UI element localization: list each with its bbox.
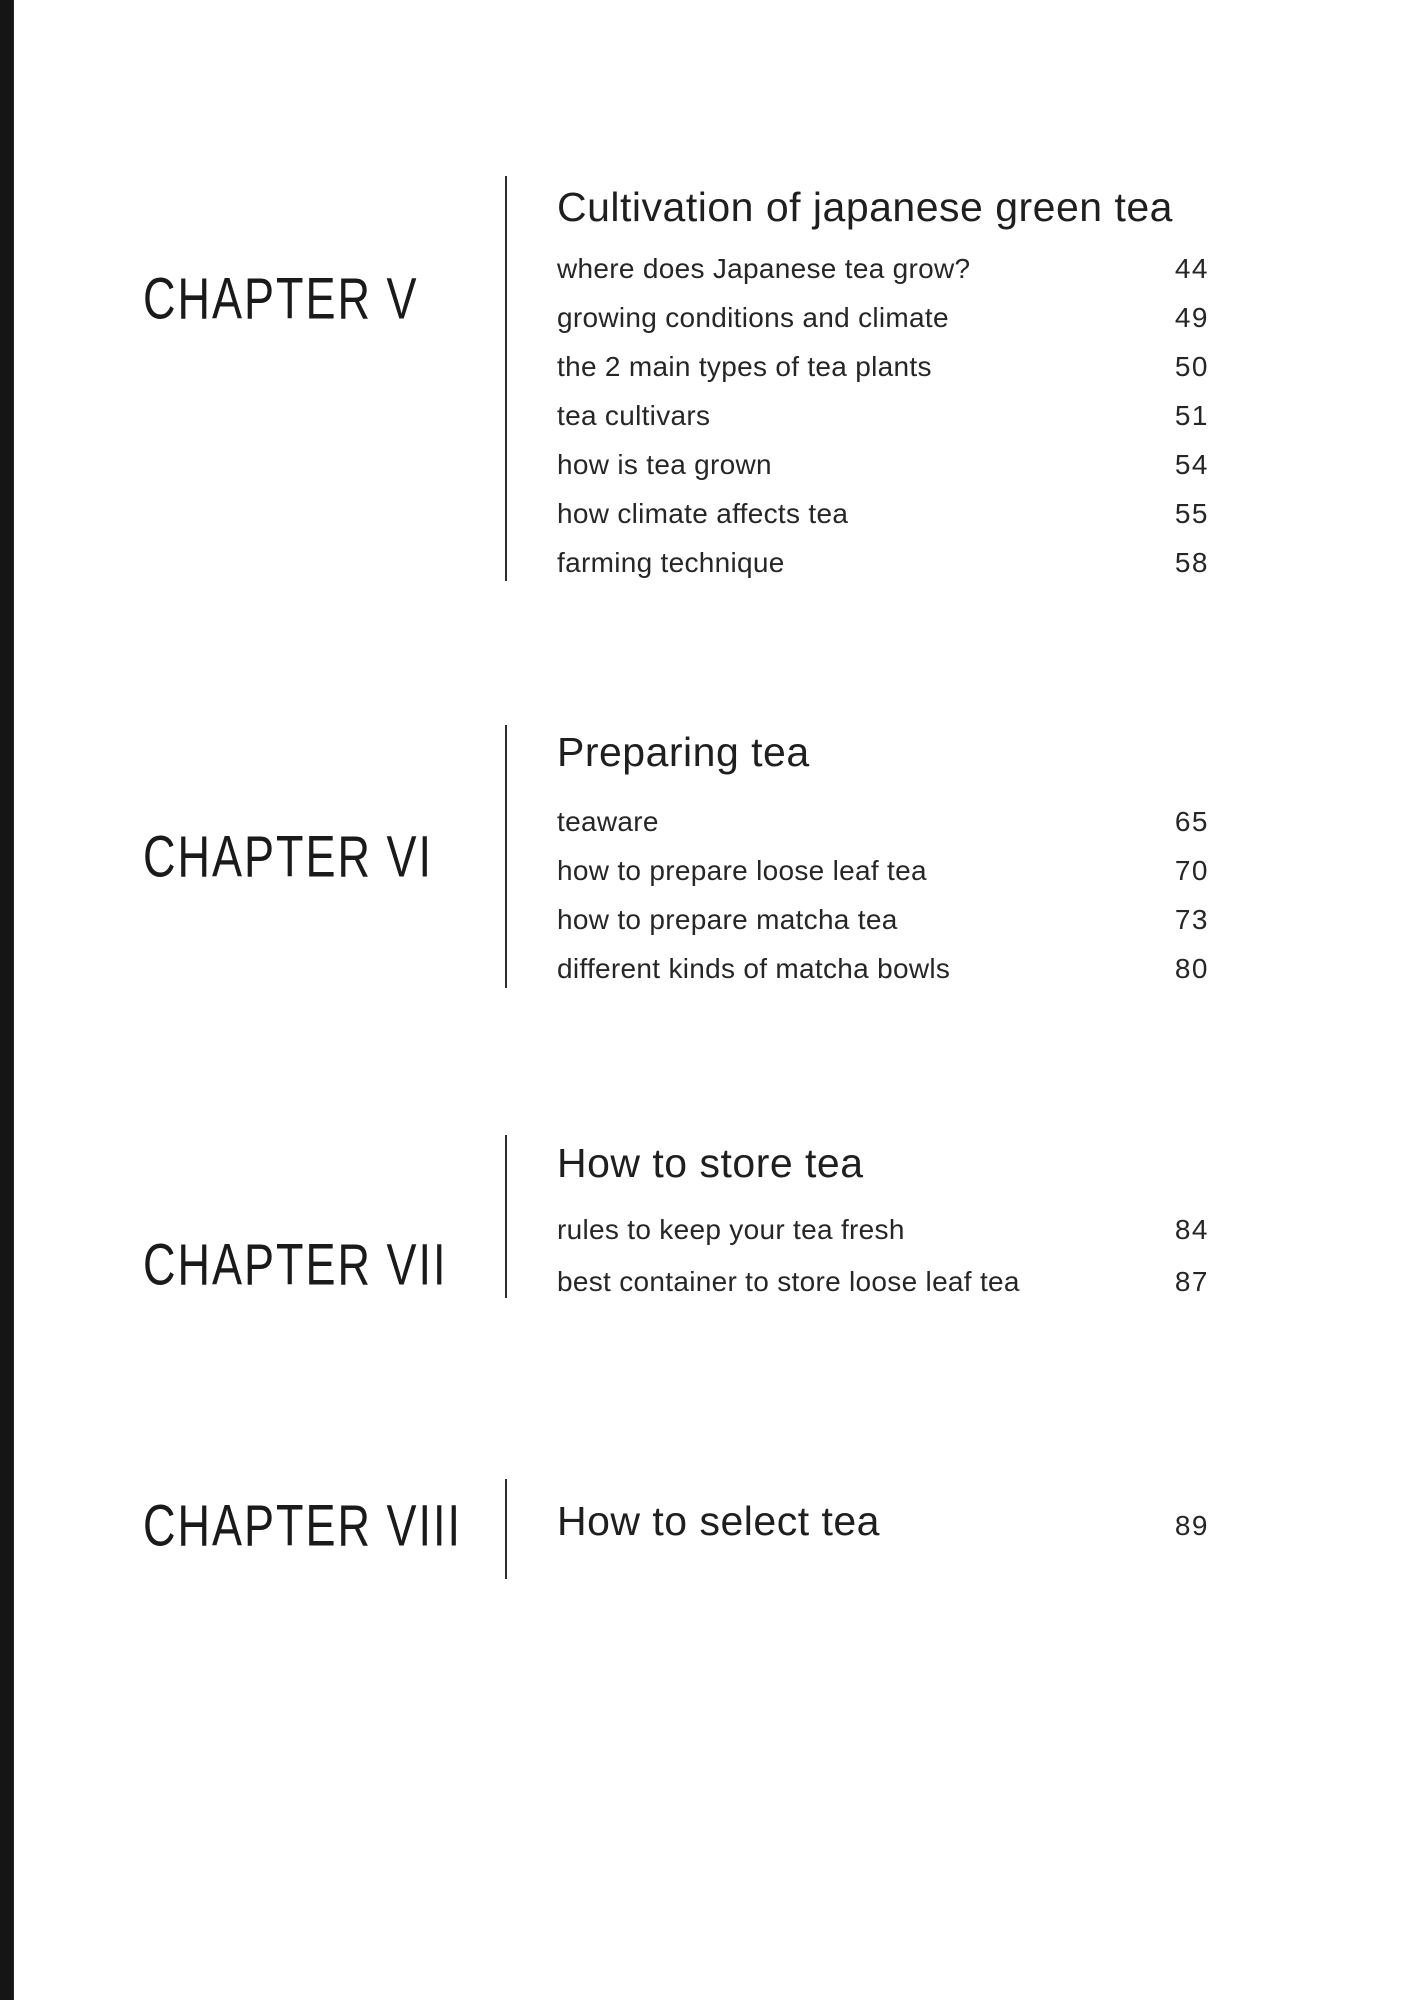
left-edge-bar [0, 0, 14, 2000]
chapter-divider-v [505, 176, 507, 581]
toc-item-label: how to prepare loose leaf tea [557, 854, 927, 886]
toc-item-page: 44 [1174, 252, 1209, 284]
toc-list-vi [557, 797, 1209, 993]
toc-list-v [557, 244, 1209, 587]
chapter-name-viii: CHAPTER VIII [143, 1492, 463, 1559]
toc-item [557, 244, 1209, 293]
toc-item-page: 87 [1174, 1266, 1209, 1297]
toc-item [557, 895, 1209, 944]
toc-item-label: the 2 main types of tea plants [557, 350, 932, 382]
toc-item-page: 70 [1174, 854, 1209, 886]
chapter-title-viii: How to select tea [557, 1498, 880, 1544]
toc-item-label: rules to keep your tea fresh [557, 1214, 905, 1245]
toc-item [557, 846, 1209, 895]
toc-item [557, 1493, 1209, 1549]
toc-item [557, 944, 1209, 993]
toc-item-page: 84 [1174, 1214, 1209, 1245]
toc-item [557, 293, 1209, 342]
toc-item-label: how is tea grown [557, 448, 772, 480]
chapter-name-v: CHAPTER V [143, 265, 419, 332]
chapter-divider-vii [505, 1135, 507, 1298]
toc-item-page: 58 [1174, 546, 1209, 578]
toc-item-page: 49 [1174, 301, 1209, 333]
toc-item [557, 1204, 1209, 1256]
toc-item-label: teaware [557, 805, 659, 837]
chapter-divider-vi [505, 725, 507, 988]
toc-item [557, 440, 1209, 489]
toc-item-page: 50 [1174, 350, 1209, 382]
toc-item-page: 51 [1174, 399, 1209, 431]
toc-item [557, 489, 1209, 538]
toc-item-page: 73 [1174, 903, 1209, 935]
toc-item-label: best container to store loose leaf tea [557, 1266, 1020, 1297]
chapter-name-vii: CHAPTER VII [143, 1231, 448, 1298]
toc-item-label: growing conditions and climate [557, 301, 949, 333]
toc-item-label: where does Japanese tea grow? [557, 252, 971, 284]
toc-item [557, 391, 1209, 440]
toc-item-label: tea cultivars [557, 399, 711, 431]
chapter-title-vii: How to store tea [557, 1140, 864, 1186]
chapter-divider-viii [505, 1479, 507, 1579]
toc-item [557, 342, 1209, 391]
toc-item [557, 1256, 1209, 1308]
toc-item-label: farming technique [557, 546, 785, 578]
chapter-title-v: Cultivation of japanese green tea [557, 184, 1173, 230]
toc-item [557, 538, 1209, 587]
toc-item-page: 54 [1174, 448, 1209, 480]
toc-list-vii [557, 1204, 1209, 1308]
toc-item-label: how climate affects tea [557, 497, 849, 529]
toc-item-page: 55 [1174, 497, 1209, 529]
toc-item-page: 89 [1174, 1510, 1209, 1541]
chapter-title-vi: Preparing tea [557, 729, 810, 775]
toc-item-label: how to prepare matcha tea [557, 903, 898, 935]
toc-item-label: different kinds of matcha bowls [557, 952, 951, 984]
toc-item-page: 80 [1174, 952, 1209, 984]
toc-item [557, 797, 1209, 846]
toc-item-page: 65 [1174, 805, 1209, 837]
chapter-name-vi: CHAPTER VI [143, 823, 434, 890]
